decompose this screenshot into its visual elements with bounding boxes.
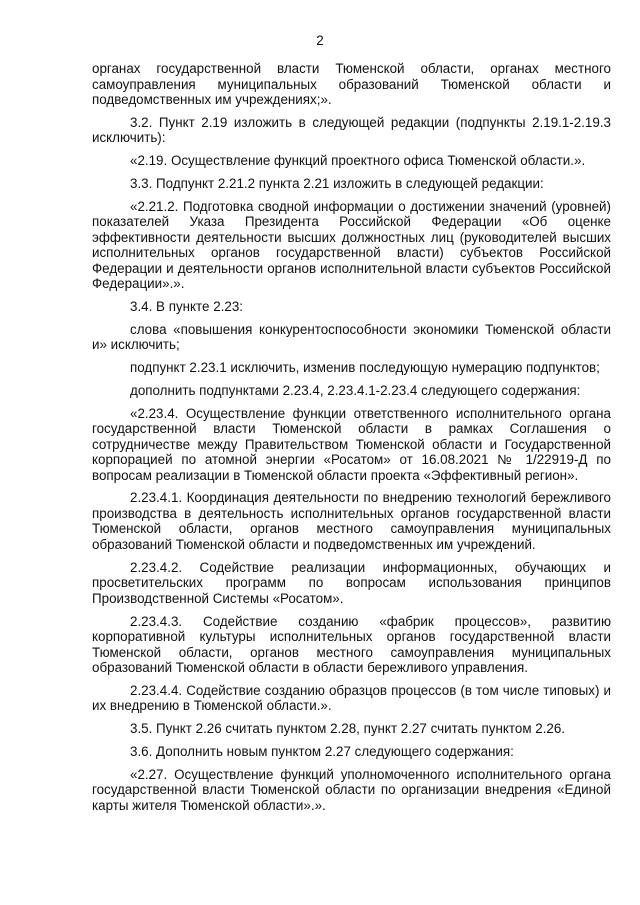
paragraph: «2.23.4. Осуществление функции ответственного исполнительного органа государственной власти Тюменской области в рамках Соглашения о сотрудничестве между Правительством Тюменской области и Государственной корпорацией по атомной энергии «Росатом» от 16.08.2021 № 1/22919-Д по вопросам реализации в Тюменской области проекта «Эффективный регион». <box>92 405 611 483</box>
paragraph: «2.19. Осуществление функций проектного офиса Тюменской области.». <box>130 153 586 169</box>
paragraph: 3.4. В пункте 2.23: <box>130 298 243 314</box>
page-number: 2 <box>316 33 324 48</box>
paragraph: 2.23.4.4. Содействие созданию образцов процессов (в том числе типовых) и их внедрению в Тюменской области.». <box>92 682 611 714</box>
paragraph: слова «повышения конкурентоспособности экономики Тюменской области и» исключить; <box>92 321 611 353</box>
paragraph: дополнить подпунктами 2.23.4, 2.23.4.1-2.23.4 следующего содержания: <box>130 382 581 398</box>
document-body <box>92 61 611 821</box>
paragraph: органах государственной власти Тюменской области, органах местного самоуправления муниципальных образований Тюменской области и подведомственных им учреждениях;». <box>92 61 611 107</box>
paragraph: 3.6. Дополнить новым пунктом 2.27 следующего содержания: <box>130 743 514 759</box>
paragraph: 3.2. Пункт 2.19 изложить в следующей редакции (подпункты 2.19.1-2.19.3 исключить): <box>92 114 611 146</box>
paragraph: 2.23.4.2. Содействие реализации информационных, обучающих и просветительских программ по вопросам использования принципов Производственной Системы «Росатом». <box>92 559 611 606</box>
paragraph: «2.27. Осуществление функций уполномоченного исполнительного органа государственной власти Тюменской области по организации внедрения «Единой карты жителя Тюменской области».». <box>92 766 611 813</box>
paragraph: подпункт 2.23.1 исключить, изменив последующую нумерацию подпунктов; <box>130 360 600 376</box>
paragraph: 3.3. Подпункт 2.21.2 пункта 2.21 изложить в следующей редакции: <box>130 175 544 191</box>
paragraph: 3.5. Пункт 2.26 считать пунктом 2.28, пункт 2.27 считать пунктом 2.26. <box>130 721 566 737</box>
paragraph: «2.21.2. Подготовка сводной информации о достижении значений (уровней) показателей Указа Президента Российской Федерации «Об оценке эффективности деятельности высших должностных лиц (руководителей высших исполнительных органов государственной власти) субъектов Российской Федерации и деятельности органов исполнительной власти субъектов Российской Федерации».». <box>92 198 611 292</box>
paragraph: 2.23.4.3. Содействие созданию «фабрик процессов», развитию корпоративной культуры исполнительных органов государственной власти Тюменской области, органов местного самоуправления муниципальных образований Тюменской области в области бережливого управления. <box>92 613 611 676</box>
paragraph: 2.23.4.1. Координация деятельности по внедрению технологий бережливого производства в деятельность исполнительных органов государственной власти Тюменской области, органов местного самоуправления муниципальных образований Тюменской области и подведомственных им учреждений. <box>92 490 611 552</box>
